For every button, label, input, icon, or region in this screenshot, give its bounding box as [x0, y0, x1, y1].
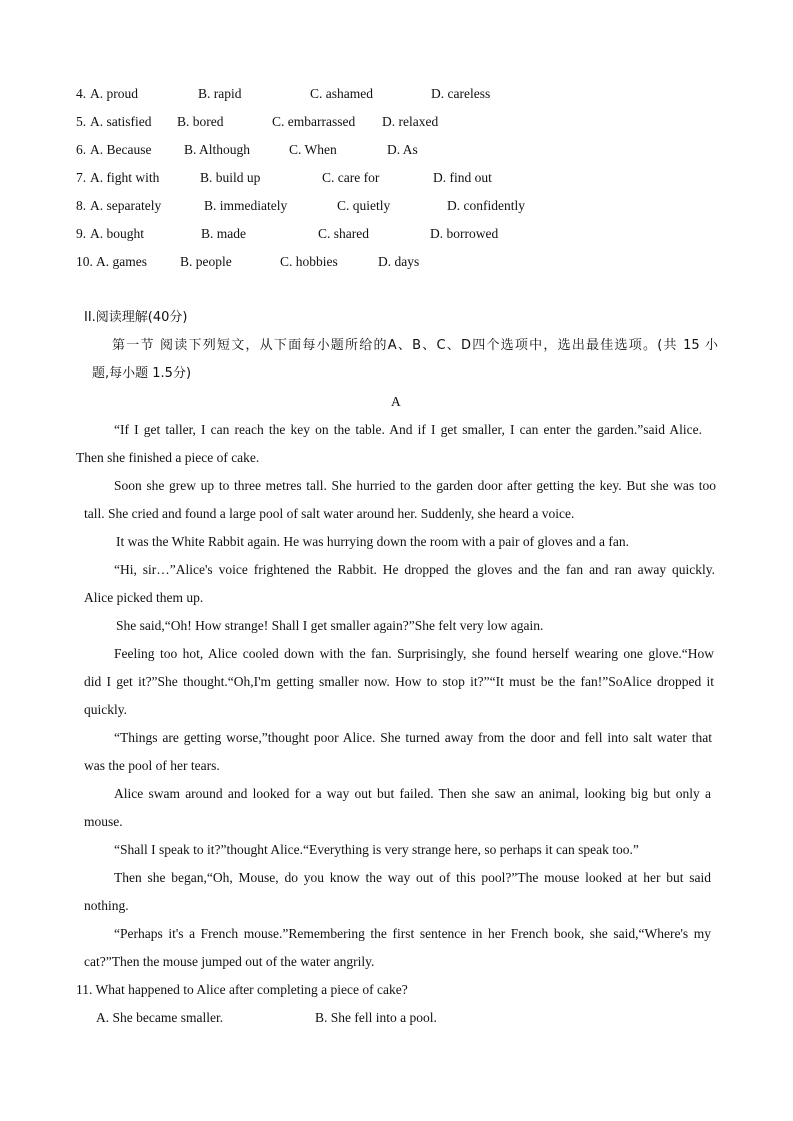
option-c: C. care for [322, 170, 380, 185]
option-b: B. immediately [204, 198, 288, 213]
option-b: B. rapid [198, 86, 242, 101]
question-11-option-a: A. She became smaller. [96, 1010, 224, 1025]
option-c: C. shared [318, 226, 369, 241]
question-number: 9. [76, 226, 87, 241]
section-title: II.阅读理解(40分) [84, 310, 188, 325]
option-a: A. bought [90, 226, 144, 241]
passage-line: “Shall I speak to it?”thought Alice.“Everything is very strange here, so perhaps it can speak too.” [114, 842, 639, 857]
option-d: D. careless [431, 86, 491, 101]
question-number: 8. [76, 198, 87, 213]
passage-line: Alice picked them up. [84, 590, 204, 605]
passage-line: “If I get taller, I can reach the key on the table. And if I get smaller, I can enter the garden.”said Alice. [114, 422, 702, 437]
section-instruction: 第一节 阅读下列短文，从下面每小题所给的A、B、C、D四个选项中，选出最佳选项。(共 15 小 [112, 338, 718, 353]
option-d: D. days [378, 254, 420, 269]
passage-line: tall. She cried and found a large pool of salt water around her. Suddenly, she heard a voice. [84, 506, 575, 521]
option-a: A. games [96, 254, 147, 269]
option-d: D. borrowed [430, 226, 499, 241]
option-c: C. When [289, 142, 337, 157]
option-a: A. proud [90, 86, 138, 101]
question-number: 6. [76, 142, 87, 157]
option-a: A. fight with [90, 170, 160, 185]
passage-line: quickly. [84, 702, 127, 717]
option-c: C. hobbies [280, 254, 338, 269]
passage-line: mouse. [84, 814, 123, 829]
passage-label: A [391, 394, 401, 409]
option-d: D. As [387, 142, 418, 157]
passage-line: Then she finished a piece of cake. [76, 450, 260, 465]
option-c: C. quietly [337, 198, 391, 213]
option-b: B. bored [177, 114, 224, 129]
option-a: A. Because [90, 142, 152, 157]
passage-line: “Things are getting worse,”thought poor Alice. She turned away from the door and fell into salt water that [114, 730, 712, 745]
section-instruction-continued: 题,每小题 1.5分) [92, 366, 192, 381]
option-c: C. embarrassed [272, 114, 356, 129]
option-a: A. separately [90, 198, 162, 213]
passage-line: did I get it?”She thought.“Oh,I'm getting smaller now. How to stop it?”“It must be the fan!”SoAlice dropped it [84, 674, 714, 689]
option-b: B. Although [184, 142, 251, 157]
passage-line: “Hi, sir…”Alice's voice frightened the Rabbit. He dropped the gloves and the fan and ran away quickly. [114, 562, 715, 577]
passage-line: Alice swam around and looked for a way out but failed. Then she saw an animal, looking big but only a [114, 786, 711, 801]
passage-line: “Perhaps it's a French mouse.”Remembering the first sentence in her French book, she said,“Where's my [114, 926, 711, 941]
passage-line: cat?”Then the mouse jumped out of the water angrily. [84, 954, 375, 969]
option-b: B. made [201, 226, 246, 241]
passage-line: nothing. [84, 898, 129, 913]
passage-line: Then she began,“Oh, Mouse, do you know the way out of this pool?”The mouse looked at her but said [114, 870, 711, 885]
question-number: 4. [76, 86, 87, 101]
option-d: D. relaxed [382, 114, 439, 129]
question-11-stem: 11. What happened to Alice after completing a piece of cake? [76, 982, 408, 997]
question-number: 5. [76, 114, 87, 129]
option-d: D. find out [433, 170, 492, 185]
passage-line: She said,“Oh! How strange! Shall I get smaller again?”She felt very low again. [116, 618, 544, 633]
option-a: A. satisfied [90, 114, 152, 129]
passage-line: Feeling too hot, Alice cooled down with the fan. Surprisingly, she found herself wearing one glove.“How [114, 646, 714, 661]
question-number: 7. [76, 170, 87, 185]
option-c: C. ashamed [310, 86, 373, 101]
option-b: B. people [180, 254, 232, 269]
passage-line: was the pool of her tears. [84, 758, 220, 773]
passage-line: It was the White Rabbit again. He was hurrying down the room with a pair of gloves and a fan. [116, 534, 629, 549]
option-b: B. build up [200, 170, 261, 185]
question-11-option-b: B. She fell into a pool. [315, 1010, 437, 1025]
question-number: 10. [76, 254, 93, 269]
passage-line: Soon she grew up to three metres tall. She hurried to the garden door after getting the key. But she was too [114, 478, 716, 493]
option-d: D. confidently [447, 198, 525, 213]
